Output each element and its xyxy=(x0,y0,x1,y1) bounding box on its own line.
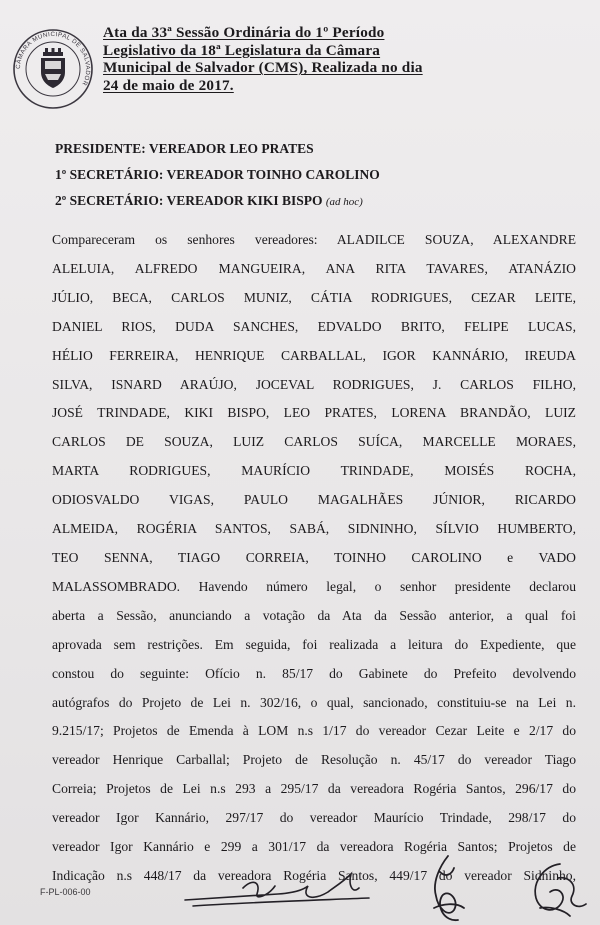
body-line: JOSÉ TRINDADE, KIKI BISPO, LEO PRATES, LORENA BRANDÃO, LUIZ xyxy=(52,405,576,421)
officer-presidente: PRESIDENTE: VEREADOR LEO PRATES xyxy=(55,141,314,156)
body-line: HÉLIO FERREIRA, HENRIQUE CARBALLAL, IGOR KANNÁRIO, IREUDA xyxy=(52,347,576,363)
title-line: 24 de maio de 2017. xyxy=(103,76,234,94)
minutes-body xyxy=(52,226,576,891)
body-line: ALMEIDA, ROGÉRIA SANTOS, SABÁ, SIDNINHO, SÍLVIO HUMBERTO, xyxy=(52,521,576,537)
body-line: SILVA, ISNARD ARAÚJO, JOCEVAL RODRIGUES, J. CARLOS FILHO, xyxy=(52,376,576,392)
body-line: CARLOS DE SOUZA, LUIZ CARLOS SUÍCA, MARCELLE MORAES, xyxy=(52,434,576,450)
body-line: TEO SENNA, TIAGO CORREIA, TOINHO CAROLINO e VADO xyxy=(52,549,576,565)
body-line: JÚLIO, BECA, CARLOS MUNIZ, CÁTIA RODRIGUES, CEZAR LEITE, xyxy=(52,289,576,305)
title-line: Ata da 33ª Sessão Ordinária do 1º Período xyxy=(103,24,385,41)
title-line: Legislativo da 18ª Legislatura da Câmara xyxy=(103,41,381,59)
body-line: ALELUIA, ALFREDO MANGUEIRA, ANA RITA TAVARES, ATANÁZIO xyxy=(52,260,576,276)
body-line: constou do seguinte: Ofício n. 85/17 do Gabinete do Prefeito devolvendo xyxy=(52,665,576,681)
body-line: Indicação n.s 448/17 da vereadora Rogéria Santos, 449/17 do vereador Sidninho, xyxy=(52,867,576,883)
body-line: 9.215/17; Projetos de Emenda à LOM n.s 1/17 do vereador Cezar Leite e 2/17 do xyxy=(52,723,576,739)
officer-secretario-2 xyxy=(55,188,555,215)
body-line: vereador Igor Kannário, 297/17 do vereador Maurício Trindade, 298/17 do xyxy=(52,810,576,826)
signature-2 xyxy=(418,852,478,925)
body-line: MARTA RODRIGUES, MAURÍCIO TRINDADE, MOISÉS ROCHA, xyxy=(52,463,576,479)
title-line: Municipal de Salvador (CMS), Realizada no dia xyxy=(103,59,423,76)
officer-secretario-1: 1º SECRETÁRIO: VEREADOR TOINHO CAROLINO xyxy=(55,167,380,182)
body-line: Correia; Projetos de Lei n.s 293 a 295/17 da vereadora Rogéria Santos, 296/17 do xyxy=(52,781,576,797)
officers-list xyxy=(55,136,555,215)
body-line: autógrafos do Projeto de Lei n. 302/16, o qual, sancionado, constituiu-se na Lei n. xyxy=(52,694,576,710)
officer-secretario-2-text: 2º SECRETÁRIO: VEREADOR KIKI BISPO xyxy=(55,193,323,208)
body-line: aprovada sem restrições. Em seguida, foi realizada a leitura do Expediente, que xyxy=(52,636,576,652)
form-code: F-PL-006-00 xyxy=(40,887,91,897)
svg-text:CÂMARA MUNICIPAL DE SALVADOR: CÂMARA MUNICIPAL DE SALVADOR xyxy=(14,30,92,87)
adhoc-note: (ad hoc) xyxy=(325,196,363,208)
body-line: DANIEL RIOS, DUDA SANCHES, EDVALDO BRITO, FELIPE LUCAS, xyxy=(52,318,576,334)
document-title xyxy=(103,24,583,94)
body-line: ODIOSVALDO VIGAS, PAULO MAGALHÃES JÚNIOR, RICARDO xyxy=(52,492,576,508)
signature-1 xyxy=(183,868,373,913)
signature-3 xyxy=(520,858,590,920)
body-line: vereador Igor Kannário e 299 a 301/17 da vereadora Rogéria Santos; Projetos de xyxy=(52,839,576,855)
body-line: Compareceram os senhores vereadores: ALADILCE SOUZA, ALEXANDRE xyxy=(52,232,576,247)
body-line: aberta a Sessão, anunciando a votação da Ata da Sessão anterior, a qual foi xyxy=(52,607,576,623)
camara-seal-icon xyxy=(12,28,94,110)
body-line: MALASSOMBRADO. Havendo número legal, o senhor presidente declarou xyxy=(52,578,576,594)
body-line: vereador Henrique Carballal; Projeto de Resolução n. 45/17 do vereador Tiago xyxy=(52,752,576,768)
